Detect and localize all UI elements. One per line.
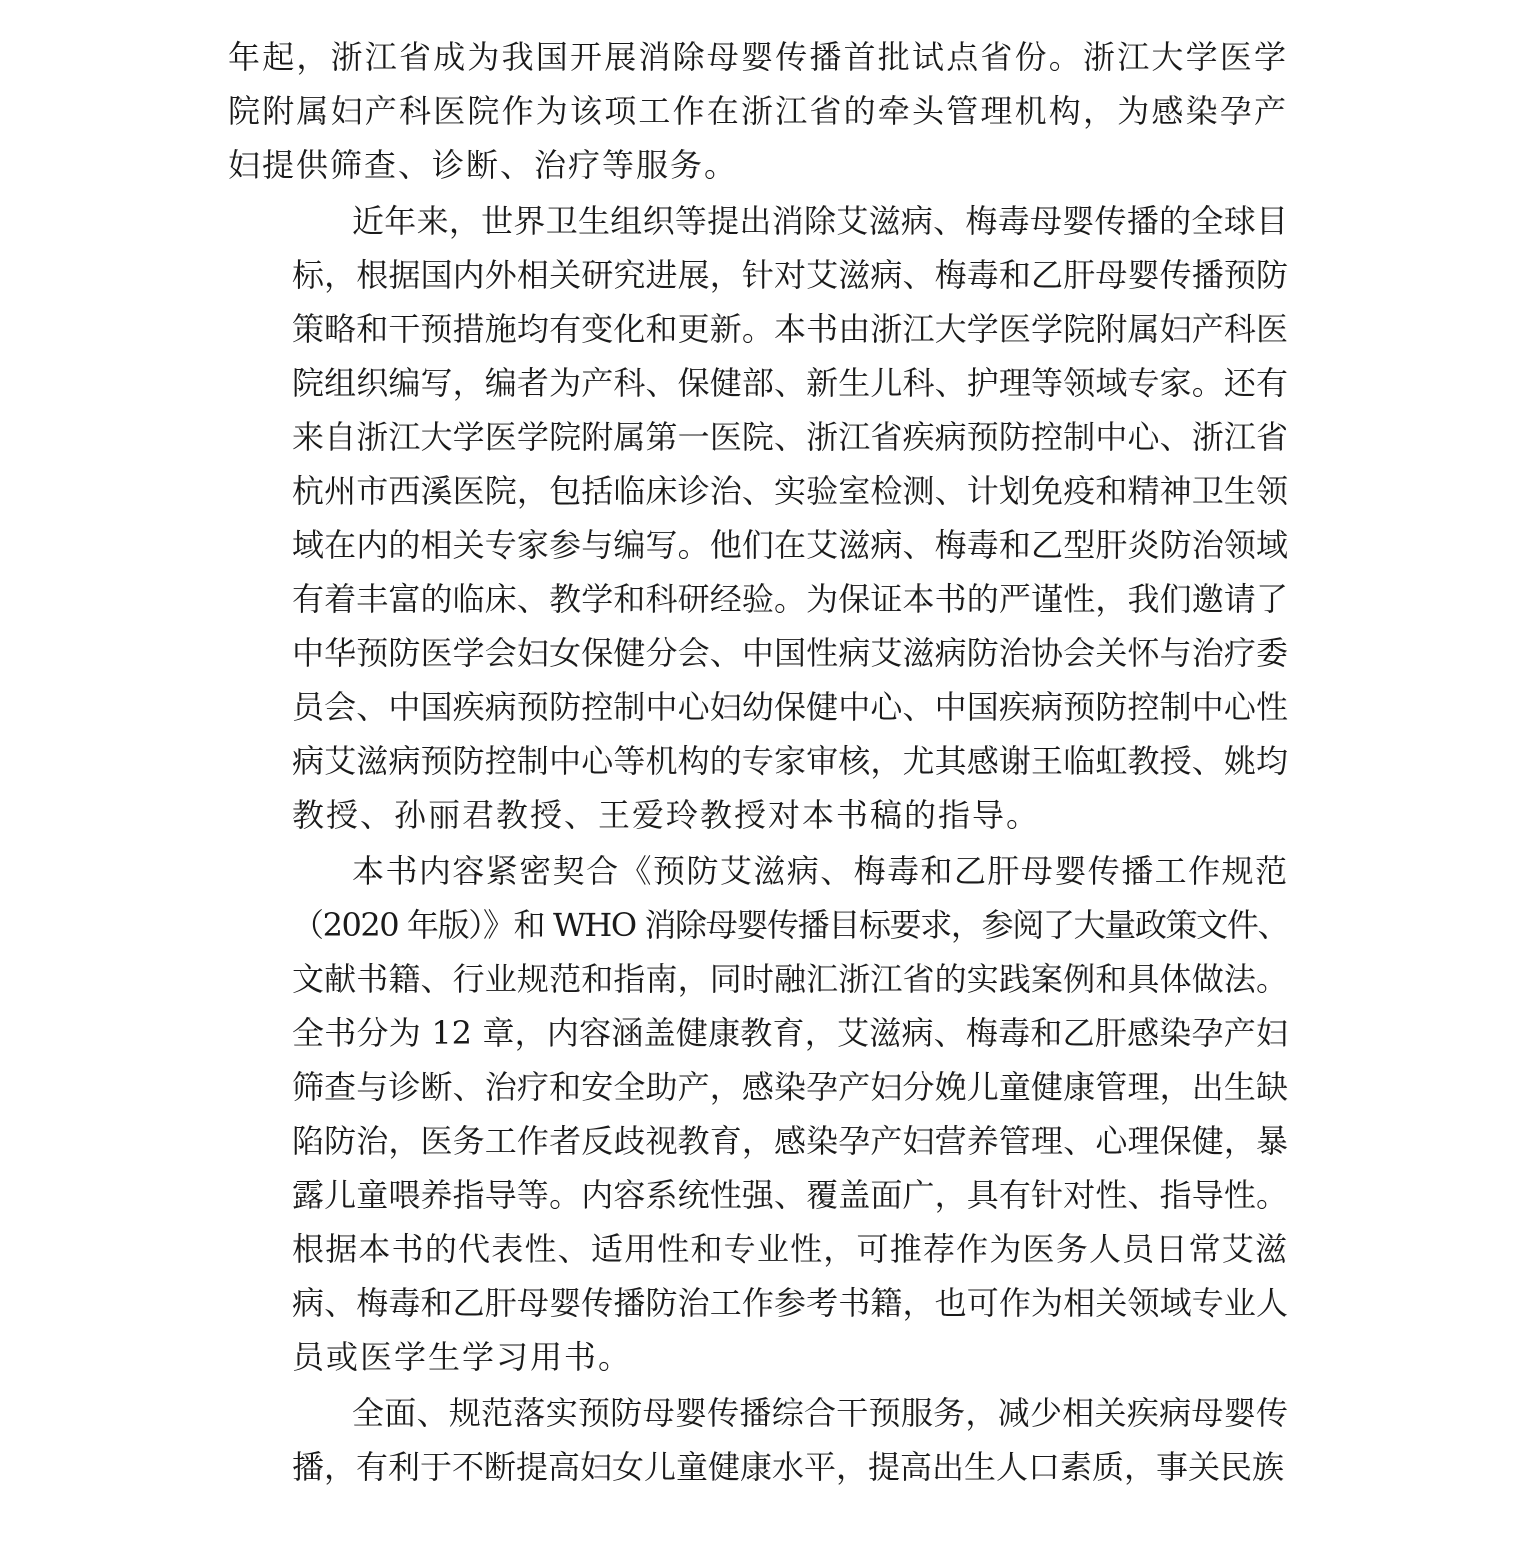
text-line: 妇提供筛查、诊断、治疗等服务。 bbox=[228, 146, 739, 184]
text-line: 陷防治，医务工作者反歧视教育，感染孕产妇营养管理、心理保健，暴 bbox=[292, 1122, 1288, 1160]
text-line: 根据本书的代表性、适用性和专业性，可推荐作为医务人员日常艾滋 bbox=[292, 1230, 1288, 1268]
text-line: 院组织编写，编者为产科、保健部、新生儿科、护理等领域专家。还有 bbox=[292, 364, 1288, 402]
text-line: 文献书籍、行业规范和指南，同时融汇浙江省的实践案例和具体做法。 bbox=[292, 960, 1288, 998]
text-line: 全书分为 12 章，内容涵盖健康教育，艾滋病、梅毒和乙肝感染孕产妇 bbox=[292, 1014, 1288, 1052]
text-line: 病艾滋病预防控制中心等机构的专家审核，尤其感谢王临虹教授、姚均 bbox=[292, 742, 1288, 780]
text-line: 院附属妇产科医院作为该项工作在浙江省的牵头管理机构，为感染孕产 bbox=[228, 92, 1288, 130]
text-line: 病、梅毒和乙肝母婴传播防治工作参考书籍，也可作为相关领域专业人 bbox=[292, 1284, 1288, 1322]
text-line: 策略和干预措施均有变化和更新。本书由浙江大学医学院附属妇产科医 bbox=[292, 310, 1288, 348]
text-line: 中华预防医学会妇女保健分会、中国性病艾滋病防治协会关怀与治疗委 bbox=[292, 634, 1288, 672]
text-line: 年起，浙江省成为我国开展消除母婴传播首批试点省份。浙江大学医学 bbox=[228, 38, 1288, 76]
text-line: （2020 年版）》和 WHO 消除母婴传播目标要求，参阅了大量政策文件、 bbox=[292, 906, 1288, 944]
body-text bbox=[228, 30, 1288, 1494]
text-line: 露儿童喂养指导等。内容系统性强、覆盖面广，具有针对性、指导性。 bbox=[292, 1176, 1288, 1214]
paragraph bbox=[228, 194, 1288, 842]
text-line: 员会、中国疾病预防控制中心妇幼保健中心、中国疾病预防控制中心性 bbox=[292, 688, 1288, 726]
paragraph bbox=[228, 1386, 1288, 1494]
text-line: 杭州市西溪医院，包括临床诊治、实验室检测、计划免疫和精神卫生领 bbox=[292, 472, 1288, 510]
text-line: 域在内的相关专家参与编写。他们在艾滋病、梅毒和乙型肝炎防治领域 bbox=[292, 526, 1288, 564]
paragraph bbox=[228, 30, 1288, 192]
text-line: 来自浙江大学医学院附属第一医院、浙江省疾病预防控制中心、浙江省 bbox=[292, 418, 1288, 456]
text-line: 标，根据国内外相关研究进展，针对艾滋病、梅毒和乙肝母婴传播预防 bbox=[292, 256, 1288, 294]
text-line: 近年来，世界卫生组织等提出消除艾滋病、梅毒母婴传播的全球目 bbox=[352, 202, 1288, 240]
text-line: 本书内容紧密契合《预防艾滋病、梅毒和乙肝母婴传播工作规范 bbox=[352, 852, 1288, 890]
text-line: 教授、孙丽君教授、王爱玲教授对本书稿的指导。 bbox=[292, 796, 1041, 834]
text-line: 全面、规范落实预防母婴传播综合干预服务，减少相关疾病母婴传 bbox=[352, 1394, 1288, 1432]
text-line: 员或医学生学习用书。 bbox=[292, 1338, 633, 1376]
text-line: 播，有利于不断提高妇女儿童健康水平，提高出生人口素质，事关民族 bbox=[292, 1448, 1285, 1486]
paragraph bbox=[228, 844, 1288, 1384]
text-line: 筛查与诊断、治疗和安全助产，感染孕产妇分娩儿童健康管理，出生缺 bbox=[292, 1068, 1288, 1106]
text-line: 有着丰富的临床、教学和科研经验。为保证本书的严谨性，我们邀请了 bbox=[292, 580, 1288, 618]
